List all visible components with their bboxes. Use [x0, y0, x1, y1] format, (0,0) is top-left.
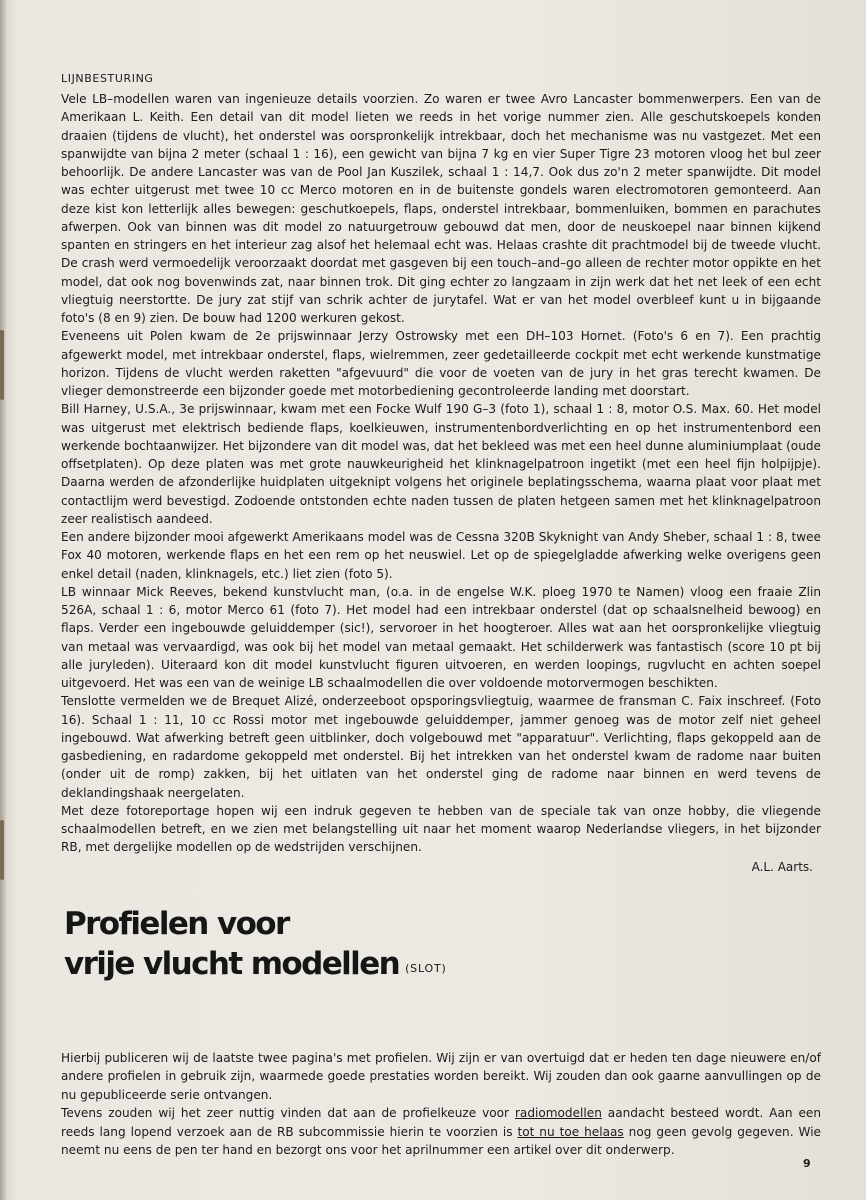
headline-line-1: Profielen voor — [64, 906, 289, 942]
intro-text: nog geen gevolg gegeven. Wie neemt nu eens de pen ter hand en bezorgt ons voor het aprilnummer een artikel over dit onderwerp. — [61, 1124, 821, 1158]
intro-paragraph-1: Hierbij publiceren wij de laatste twee pagina's met profielen. Wij zijn er van overtuigd dat er heden ten dage nieuwere en/of andere profielen in gebruik zijn, waarmede goede prestaties worden bereikt. Wij zouden dan ook gaarne aanvullingen op de nu gepubliceerde serie ontvangen. — [61, 1051, 821, 1102]
article — [61, 72, 821, 874]
profiles-intro — [61, 1049, 821, 1159]
paragraph: Bill Harney, U.S.A., 3e prijswinnaar, kwam met een Focke Wulf 190 G–3 (foto 1), schaal 1 : 8, motor O.S. Max. 60. Het model was uitgerust met elektrisch bediende flaps, koelkieuwen, instrumentenbordverlichting en op het instrumentenbord een werkende bochtaanwijzer. Het bijzondere van dit model was, dat het bekleed was met een heel dunne aluminiumplaat (oude offsetplaten). Op deze platen was met grote nauwkeurigheid het klinknagelpatroon ingetikt (met een heel fijn holpijpje). Daarna werden de afzonderlijke huidplaten uitgeknipt volgens het originele beplatingsschema, waarna plaat voor plaat met contactlijm werd bevestigd. Zodoende ontstonden echte naden tussen de platen hetgeen samen met het klinknagelpatroon zeer realistisch aandeed. — [61, 402, 821, 526]
author-signature: A.L. Aarts. — [751, 859, 813, 874]
paragraph: Tenslotte vermelden we de Brequet Alizé, onderzeeboot opsporingsvliegtuig, waarmee de fransman C. Faix inschreef. (Foto 16). Schaal 1 : 11, 10 cc Rossi motor met ingebouwde geluiddemper, jammer genoeg was de motor zelf niet geheel ingebouwd. Wat afwerking betreft geen uitblinker, doch volgebouwd met "apparatuur". Verlichting, flaps gekoppeld aan de gasbediening, en radardome gekoppeld met onderstel. Bij het intrekken van het onderstel kwam de radome naar buiten (onder uit de romp) zakken, bij het uitlaten van het onderstel ging de radome naar binnen en werd tevens de deklandingshaak neergelaten. — [61, 694, 821, 800]
paragraph: Eveneens uit Polen kwam de 2e prijswinnaar Jerzy Ostrowsky met een DH–103 Hornet. (Foto's 6 en 7). Een prachtig afgewerkt model, met intrekbaar onderstel, flaps, wielremmen, zeer gedetailleerde cockpit met echt werkende kunstmatige horizon. Tijdens de vlucht werden raketten "afgevuurd" die voor de voeten van de jury in het gras terecht kwamen. De vlieger demonstreerde een bijzonder goede met motorbediening gecontroleerde landing met doorstart. — [61, 329, 821, 398]
article-body — [61, 90, 821, 857]
binder-mark — [0, 330, 4, 400]
intro-text: aandacht besteed wordt. Aan een reeds lang lopend verzoek aan de RB subcommissie hierin te voorzien is — [61, 1106, 821, 1139]
intro-text: Tevens zouden wij het zeer nuttig vinden dat aan de profielkeuze voor — [61, 1106, 515, 1121]
paragraph: Met deze fotoreportage hopen wij een indruk gegeven te hebben van de speciale tak van onze hobby, die vliegende schaalmodellen betreft, en we zien met belangstelling uit naar het moment waarop Nederlandse vliegers, in het bijzonder RB, met dergelijke modellen op de wedstrijden verschijnen. — [61, 803, 821, 855]
binder-mark — [0, 820, 4, 880]
paragraph: Vele LB–modellen waren van ingenieuze details voorzien. Zo waren er twee Avro Lancaster bommenwerpers. Een van de Amerikaan L. Keith. Een detail van dit model lieten we reeds in het vorige nummer zien. Alle geschutskoepels konden draaien (tijdens de vlucht), het onderstel was oorspronkelijk intrekbaar, doch het mechanisme was nu vastgezet. Met een spanwijdte van bijna 2 meter (schaal 1 : 16), een gewicht van bijna 7 kg en vier Super Tigre 23 motoren vloog het bul zeer behoorlijk. De andere Lancaster was van de Pool Jan Kuszilek, schaal 1 : 14,7. Ook dus zo'n 2 meter spanwijdte. Dit model was echter uitgerust met twee 10 cc Merco motoren en in de buitenste gondels waren electromotoren gemonteerd. Aan deze kist kon letterlijk alles bewegen: geschutkoepels, flaps, onderstel intrekbaar, bommenluiken, bommen en parachutes afwerpen. Ook van binnen was dit model zo natuurgetrouw gebouwd dat men, door de neuskoepel naar binnen kijkend spanten en stringers en het interieur zag alsof het helemaal echt was. Helaas crashte dit prachtmodel bij de tweede vlucht. De crash werd vermoedelijk veroorzaakt doordat met gasgeven bij een touch–and–go alleen de rechter motor oppikte en het model, dat ook nog bovenwinds zat, naar binnen trok. Dit ging echter zo langzaam in zijn werk dat het net leek of een echt vliegtuig neerstortte. De jury zat stijf van schrik achter de jurytafel. Wat er van het model overbleef kunt u in bijgaande foto's (8 en 9) zien. De bouw had 1200 werkuren gekost. — [61, 92, 821, 325]
paragraph: Een andere bijzonder mooi afgewerkt Amerikaans model was de Cessna 320B Skyknight van Andy Sheber, schaal 1 : 8, twee Fox 40 motoren, werkende flaps en het een rem op het neuswiel. Let op de spiegelgladde afwerking welke overigens geen enkel detail (naden, klinknagels, etc.) liet zien (foto 5). — [61, 530, 821, 581]
underlined-text: tot nu toe helaas — [517, 1124, 624, 1139]
page-number: 9 — [803, 1157, 811, 1170]
intro-paragraph-2 — [61, 1104, 821, 1159]
headline-suffix: (SLOT) — [405, 962, 447, 975]
underlined-text: radiomodellen — [514, 1106, 602, 1121]
section-label: LIJNBESTURING — [61, 72, 154, 85]
intro-body — [61, 1049, 821, 1159]
paragraph: LB winnaar Mick Reeves, bekend kunstvlucht man, (o.a. in de engelse W.K. ploeg 1970 te Namen) vloog een fraaie Zlin 526A, schaal 1 : 6, motor Merco 61 (foto 7). Het model had een intrekbaar onderstel (dat op schaalsnelheid bewoog) en flaps. Verder een ingebouwde geluiddemper (sic!), servoroer in het hoogteroer. Alles wat aan het oorspronkelijke vliegtuig van metaal was vervaardigd, was ook bij het model van metaal gemaakt. Het schilderwerk was fantastisch (score 10 pt bij alle juryleden). Uiteraard kon dit model kunstvlucht figuren uitvoeren, en werden loopings, rugvlucht en achten soepel uitgevoerd. Het was een van de weinige LB schaalmodellen die over voldoende motorvermogen beschikten. — [61, 584, 821, 690]
page-edge — [0, 0, 6, 1200]
headline-line-2: vrije vlucht modellen — [64, 946, 400, 982]
section-headline — [64, 904, 447, 989]
